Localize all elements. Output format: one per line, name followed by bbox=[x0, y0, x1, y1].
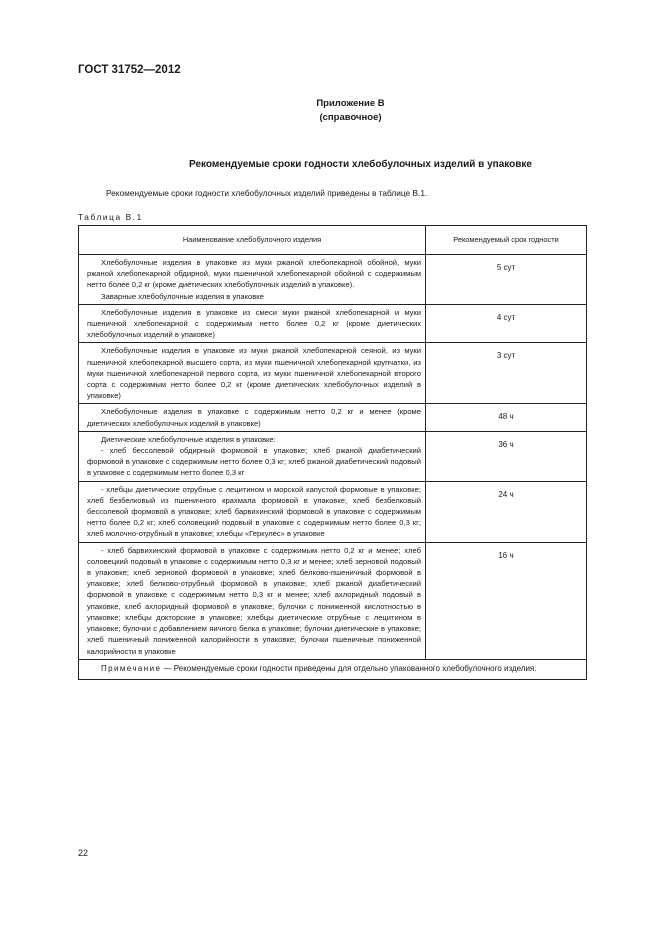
table-header-row bbox=[79, 226, 587, 255]
table-row bbox=[79, 304, 587, 343]
shelf-life-value: 4 сут bbox=[426, 304, 587, 343]
description-paragraph: Хлебобулочные изделия в упаковке из муки ржаной хлебопекарной сеяной, из муки пшеничной хлебопекарной высшего сорта, из муки пшеничной хлебопекарной крупчатки, из муки пшеничной хлебопекарной первого сорта, из муки пшеничной хлебопекарной второго сорта с содержимым нетто более 0,2 кг (кроме диетических хлебобулочных изделий в упаковке) bbox=[87, 346, 421, 401]
description-paragraph: Хлебобулочные изделия в упаковке с содержимым нетто 0,2 кг и менее (кроме диетических хлебобулочных изделий в упаковке) bbox=[87, 407, 421, 428]
table-caption: Таблица В.1 bbox=[78, 212, 143, 222]
description-paragraph: Заварные хлебобулочные изделия в упаковке bbox=[101, 291, 264, 301]
product-description bbox=[79, 481, 426, 542]
appendix-heading bbox=[0, 97, 661, 125]
description-paragraph: Хлебобулочные изделия в упаковке из смеси муки ржаной хлебопекарной и муки пшеничной хлебопекарной с содержимым нетто более 0,2 кг (кроме диетических хлебобулочных изделий в упаковке) bbox=[87, 307, 421, 340]
table-note bbox=[79, 659, 587, 679]
note-lead: Примечание bbox=[101, 663, 162, 673]
shelf-life-value: 48 ч bbox=[426, 404, 587, 431]
table-note-row bbox=[79, 659, 587, 679]
intro-text: Рекомендуемые сроки годности хлебобулочных изделий приведены в таблице В.1. bbox=[106, 188, 428, 198]
document-code: ГОСТ 31752—2012 bbox=[78, 64, 181, 76]
column-header-shelf-life: Рекомендуемый срок годности bbox=[426, 226, 587, 255]
table-row bbox=[79, 481, 587, 542]
product-description bbox=[79, 431, 426, 481]
product-description bbox=[79, 255, 426, 305]
product-description bbox=[79, 404, 426, 431]
appendix-label: Приложение В bbox=[316, 98, 385, 109]
table-row bbox=[79, 255, 587, 305]
product-description bbox=[79, 542, 426, 659]
shelf-life-value: 3 сут bbox=[426, 343, 587, 404]
description-paragraph: - хлеб бессолевой обдирный формовой в упаковке; хлеб ржаной диабетический формовой в упаковке с содержимым нетто более 0,3 кг; хлеб ржаной диабетический подовый в упаковке с содержимым нетто более 0,3 кг bbox=[87, 446, 421, 478]
table-row bbox=[79, 431, 587, 481]
table-row bbox=[79, 343, 587, 404]
product-description bbox=[79, 304, 426, 343]
shelf-life-value: 24 ч bbox=[426, 481, 587, 542]
description-paragraph: Хлебобулочные изделия в упаковке из муки ржаной хлебопекарной обойной, муки ржаной хлебопекарной обдирной, муки пшеничной хлебопекарной обойной с содержимым нетто более 0,2 кг (кроме диетических хлебобулочных изделий в упаковке). bbox=[87, 258, 421, 290]
column-header-product: Наименование хлебобулочного изделия bbox=[79, 226, 426, 255]
product-description bbox=[79, 343, 426, 404]
appendix-type: (справочное) bbox=[319, 112, 382, 123]
shelf-life-value: 36 ч bbox=[426, 431, 587, 481]
shelf-life-table bbox=[78, 225, 587, 680]
table-row bbox=[79, 542, 587, 659]
table-row bbox=[79, 404, 587, 431]
section-title: Рекомендуемые сроки годности хлебобулочных изделий в упаковке bbox=[189, 159, 532, 170]
shelf-life-value: 5 сут bbox=[426, 255, 587, 305]
description-paragraph: - хлеб барвихинский формовой в упаковке с содержимым нетто 0,2 кг и менее; хлеб соловецкий подовый в упаковке с содержимым нетто 0,3 кг и менее; хлеб зерновой подовый в упаковке; хлеб зерновой формовой в упаковке; хлеб белково-пшеничный формовой в упаковке; хлеб белково-отрубный формовой в упаковке; хлеб ржаной диабетический формовой в упаковке с содержимым нетто 0,3 кг и менее; хлеб ахлоридный подовый в упаковке, хлеб ахлоридный формовой в упаковке; булочки с пониженной кислотностью в упаковке; хлебцы докторские в упаковке; хлебцы диетические отрубные с лецитином в упаковке; булочки с добавлением яичного белка в упаковке; булочки диетические в упаковке; хлеб пшеничный пониженной калорийности в упаковке; булочки пшеничные пониженной калорийности в упаковке bbox=[87, 545, 421, 656]
page-number: 22 bbox=[78, 848, 89, 858]
note-text: — Рекомендуемые сроки годности приведены для отдельно упакованного хлебобулочного изделия. bbox=[163, 663, 537, 673]
description-paragraph: Диетические хлебобулочные изделия в упаковке: bbox=[101, 434, 276, 444]
description-paragraph: - хлебцы диетические отрубные с лецитином и морской капустой формовые в упаковке; хлеб безбелковый из пшеничного крахмала формовой в упаковке, хлеб безбелковый бессолевой формовой в упаковке; хлеб барвихинский формовой в упаковке с содержимым нетто более 0,2 кг; хлеб соловецкий подовый в упаковке с содержимым нетто более 0,3 кг; хлеб молочно-отрубный в упаковке; хлебцы «Геркулес» в упаковке bbox=[87, 484, 421, 539]
shelf-life-value: 16 ч bbox=[426, 542, 587, 659]
